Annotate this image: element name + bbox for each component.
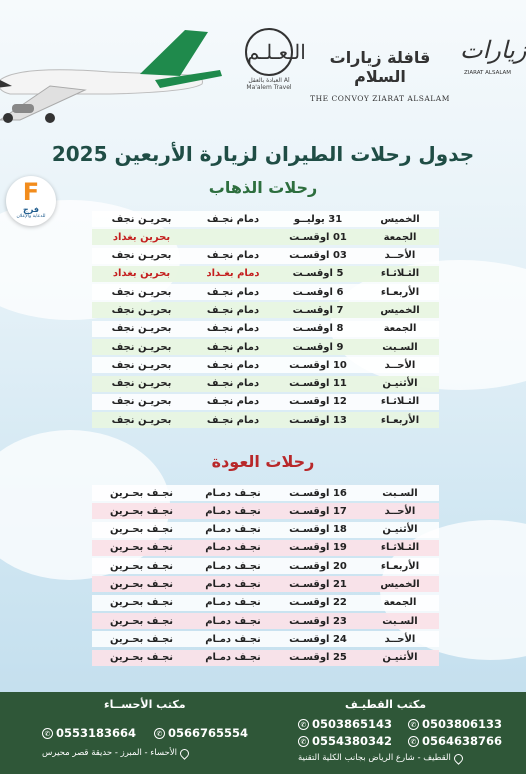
return-day-cell: الأربعـاء — [380, 560, 420, 572]
ahsa-phone[interactable] — [154, 726, 248, 740]
departure-dammam-route-cell: دمام نجـف — [206, 341, 260, 353]
return-date-cell: 20 اوقسـت — [289, 560, 347, 572]
return-dammam-route-cell: نجـف دمـام — [205, 597, 261, 609]
qatif-phone-number: 0554380342 — [312, 734, 393, 748]
return-dammam-route-cell: نجـف دمـام — [205, 524, 261, 536]
return-day-cell: الأثنيـن — [382, 652, 418, 664]
return-dammam-route-cell: نجـف دمـام — [205, 578, 261, 590]
return-row — [92, 631, 439, 647]
departure-day-cell: الأحــد — [384, 359, 416, 371]
return-bahrain-route-cell: نجـف بحـرين — [109, 560, 174, 572]
return-dammam-route-cell: نجـف دمـام — [205, 615, 261, 627]
return-date-cell: 17 اوقسـت — [289, 505, 347, 517]
departure-dammam-route-cell: دمام بغـداد — [206, 268, 260, 280]
qatif-address — [298, 753, 463, 763]
return-bahrain-route-cell: نجـف بحـرين — [109, 597, 174, 609]
departure-row — [92, 211, 439, 227]
whatsapp-icon: ✆ — [154, 728, 165, 739]
return-bahrain-route-cell: نجـف بحـرين — [109, 524, 174, 536]
whatsapp-icon: ✆ — [298, 719, 309, 730]
departure-bahrain-route-cell: بحريـن نجف — [111, 213, 172, 225]
ahsa-phone-number: 0566765554 — [168, 726, 249, 740]
return-day-cell: السـبت — [382, 615, 418, 627]
qatif-phone-number: 0564638766 — [422, 734, 503, 748]
whatsapp-icon: ✆ — [408, 719, 419, 730]
qatif-office-title: مكتب القطيـف — [345, 698, 427, 711]
brand-block — [305, 48, 455, 103]
ziarat-logo-caption: ZIARAT ALSALAM — [463, 70, 512, 76]
return-date-cell: 23 اوقسـت — [289, 615, 347, 627]
departure-date-cell: 6 اوقسـت — [292, 286, 344, 298]
return-date-cell: 25 اوقسـت — [289, 652, 347, 664]
return-row — [92, 485, 439, 501]
departure-day-cell: الثـلاثـاء — [380, 268, 420, 280]
departure-date-cell: 5 اوقسـت — [292, 268, 344, 280]
return-dammam-route-cell: نجـف دمـام — [205, 652, 261, 664]
ahsa-address — [42, 748, 189, 758]
page-title: جدول رحلات الطيران لزيارة الأربعين 2025 — [51, 142, 475, 166]
departure-date-cell: 9 اوقسـت — [292, 341, 344, 353]
return-row — [92, 540, 439, 556]
departure-date-cell: 03 اوقسـت — [289, 250, 347, 262]
location-pin-icon — [452, 752, 465, 765]
return-dammam-route-cell: نجـف دمـام — [205, 560, 261, 572]
return-bahrain-route-cell: نجـف بحـرين — [109, 615, 174, 627]
whatsapp-icon: ✆ — [408, 736, 419, 747]
departure-date-cell: 12 اوقسـت — [289, 396, 347, 408]
departure-date-cell: 8 اوقسـت — [292, 323, 344, 335]
return-day-cell: الثـلاثـاء — [380, 542, 420, 554]
departure-row — [92, 284, 439, 300]
ahsa-address-text: الأحساء - المبرز - حديقة قصر محيرس — [42, 748, 177, 758]
return-date-cell: 24 اوقسـت — [289, 633, 347, 645]
departure-date-cell: 13 اوقسـت — [289, 414, 347, 426]
qatif-phone[interactable] — [298, 717, 392, 731]
return-day-cell: الخميس — [380, 578, 420, 590]
departure-day-cell: السـبت — [382, 341, 418, 353]
qatif-phone[interactable] — [408, 734, 502, 748]
departure-date-cell: 7 اوقسـت — [292, 304, 344, 316]
departure-dammam-route-cell: دمام نجـف — [206, 286, 260, 298]
almaalem-logo-caption: العبادة بالعقل Al Ma'alem Travel — [246, 77, 292, 91]
departure-bahrain-route-cell: بحريـن نجف — [111, 250, 172, 262]
departure-date-cell: 11 اوقسـت — [289, 378, 347, 390]
departure-dammam-route-cell: دمام نجـف — [206, 378, 260, 390]
departure-dammam-route-cell: دمام نجـف — [206, 396, 260, 408]
return-day-cell: الأحــد — [384, 633, 416, 645]
qatif-address-text: القطيف - شارع الرياض بجانب الكلية التقنية — [298, 753, 451, 763]
qatif-phone[interactable] — [298, 734, 392, 748]
departure-row — [92, 394, 439, 410]
departure-bahrain-route-cell: بحريـن نجف — [111, 341, 172, 353]
departure-date-cell: 10 اوقسـت — [289, 359, 347, 371]
departure-row — [92, 412, 439, 428]
return-bahrain-route-cell: نجـف بحـرين — [109, 505, 174, 517]
return-bahrain-route-cell: نجـف بحـرين — [109, 487, 174, 499]
return-day-cell: الجمعة — [383, 597, 417, 609]
return-row — [92, 613, 439, 629]
qatif-phone-number: 0503865143 — [312, 717, 393, 731]
departure-bahrain-route-cell: بحريـن نجف — [111, 414, 172, 426]
almaalem-logo-mark: الـعـلـم — [245, 28, 293, 76]
departures-heading: رحلات الذهاب — [208, 178, 318, 197]
faraj-tagline: للدعاية والإعلان — [16, 214, 46, 219]
departure-day-cell: الأثنيـن — [382, 378, 418, 390]
departure-row — [92, 248, 439, 264]
return-bahrain-route-cell: نجـف بحـرين — [109, 542, 174, 554]
return-row — [92, 650, 439, 666]
departure-day-cell: الجمعة — [383, 323, 417, 335]
return-date-cell: 16 اوقسـت — [289, 487, 347, 499]
brand-name-english: THE CONVOY ZIARAT ALSALAM — [310, 94, 450, 103]
return-dammam-route-cell: نجـف دمـام — [205, 487, 261, 499]
whatsapp-icon: ✆ — [42, 728, 53, 739]
return-day-cell: السـبت — [382, 487, 418, 499]
return-dammam-route-cell: نجـف دمـام — [205, 633, 261, 645]
departure-dammam-route-cell: دمام نجـف — [206, 323, 260, 335]
return-row — [92, 503, 439, 519]
return-bahrain-route-cell: نجـف بحـرين — [109, 633, 174, 645]
ahsa-office-title: مكتب الأحســاء — [104, 698, 186, 711]
return-row — [92, 595, 439, 611]
return-row — [92, 576, 439, 592]
departure-day-cell: الثـلاثـاء — [380, 396, 420, 408]
departure-dammam-route-cell: دمام نجـف — [206, 359, 260, 371]
departure-bahrain-route-cell: بحريـن نجف — [111, 323, 172, 335]
departure-bahrain-route-cell: بحرين بغداد — [112, 231, 171, 243]
return-date-cell: 19 اوقسـت — [289, 542, 347, 554]
return-date-cell: 21 اوقسـت — [289, 578, 347, 590]
qatif-phone[interactable] — [408, 717, 502, 731]
departure-bahrain-route-cell: بحريـن نجف — [111, 378, 172, 390]
departure-day-cell: الأربعـاء — [380, 286, 420, 298]
ahsa-phone[interactable] — [42, 726, 136, 740]
return-day-cell: الأحــد — [384, 505, 416, 517]
return-dammam-route-cell: نجـف دمـام — [205, 542, 261, 554]
qatif-phone-number: 0503806133 — [422, 717, 503, 731]
return-date-cell: 18 اوقسـت — [289, 524, 347, 536]
ahsa-phone-number: 0553183664 — [56, 726, 137, 740]
departure-bahrain-route-cell: بحريـن نجف — [111, 304, 172, 316]
departure-date-cell: 31 يوليــو — [293, 213, 343, 225]
departure-day-cell: الأربعـاء — [380, 414, 420, 426]
departure-row — [92, 357, 439, 373]
returns-table — [92, 485, 439, 668]
departures-table — [92, 211, 439, 431]
departure-dammam-route-cell: دمام نجـف — [206, 304, 260, 316]
departure-bahrain-route-cell: بحريـن نجف — [111, 396, 172, 408]
return-bahrain-route-cell: نجـف بحـرين — [109, 652, 174, 664]
returns-heading: رحلات العودة — [211, 452, 315, 471]
departure-bahrain-route-cell: بحريـن نجف — [111, 359, 172, 371]
faraj-logo-icon: F — [22, 178, 40, 206]
brand-name-arabic: قافلة زيارات السلام — [329, 48, 431, 86]
return-dammam-route-cell: نجـف دمـام — [205, 505, 261, 517]
departure-row — [92, 376, 439, 392]
departure-bahrain-route-cell: بحريـن نجف — [111, 286, 172, 298]
departure-day-cell: الأحــد — [384, 250, 416, 262]
departure-day-cell: الخميس — [380, 304, 420, 316]
almaalem-logo — [243, 28, 306, 91]
departure-row — [92, 321, 439, 337]
return-row — [92, 522, 439, 538]
departure-row — [92, 302, 439, 318]
departure-dammam-route-cell: دمام نجـف — [206, 414, 260, 426]
whatsapp-icon: ✆ — [298, 736, 309, 747]
return-row — [92, 558, 439, 574]
departure-day-cell: الخميس — [380, 213, 420, 225]
ziarat-logo-mark: زيارات — [460, 36, 526, 64]
departure-row — [92, 229, 439, 245]
ziarat-logo — [460, 30, 526, 76]
departure-row — [92, 266, 439, 282]
departure-day-cell: الجمعة — [383, 231, 417, 243]
departure-bahrain-route-cell: بحرين بغداد — [112, 268, 171, 280]
return-date-cell: 22 اوقسـت — [289, 597, 347, 609]
location-pin-icon — [178, 747, 191, 760]
departure-dammam-route-cell: دمام نجـف — [206, 250, 260, 262]
departure-date-cell: 01 اوقسـت — [289, 231, 347, 243]
airplane-image — [0, 20, 240, 130]
departure-dammam-route-cell: دمام نجـف — [206, 213, 260, 225]
return-day-cell: الأثنيـن — [382, 524, 418, 536]
faraj-name: فرج — [23, 205, 39, 214]
footer — [0, 692, 526, 774]
departure-row — [92, 339, 439, 355]
return-bahrain-route-cell: نجـف بحـرين — [109, 578, 174, 590]
